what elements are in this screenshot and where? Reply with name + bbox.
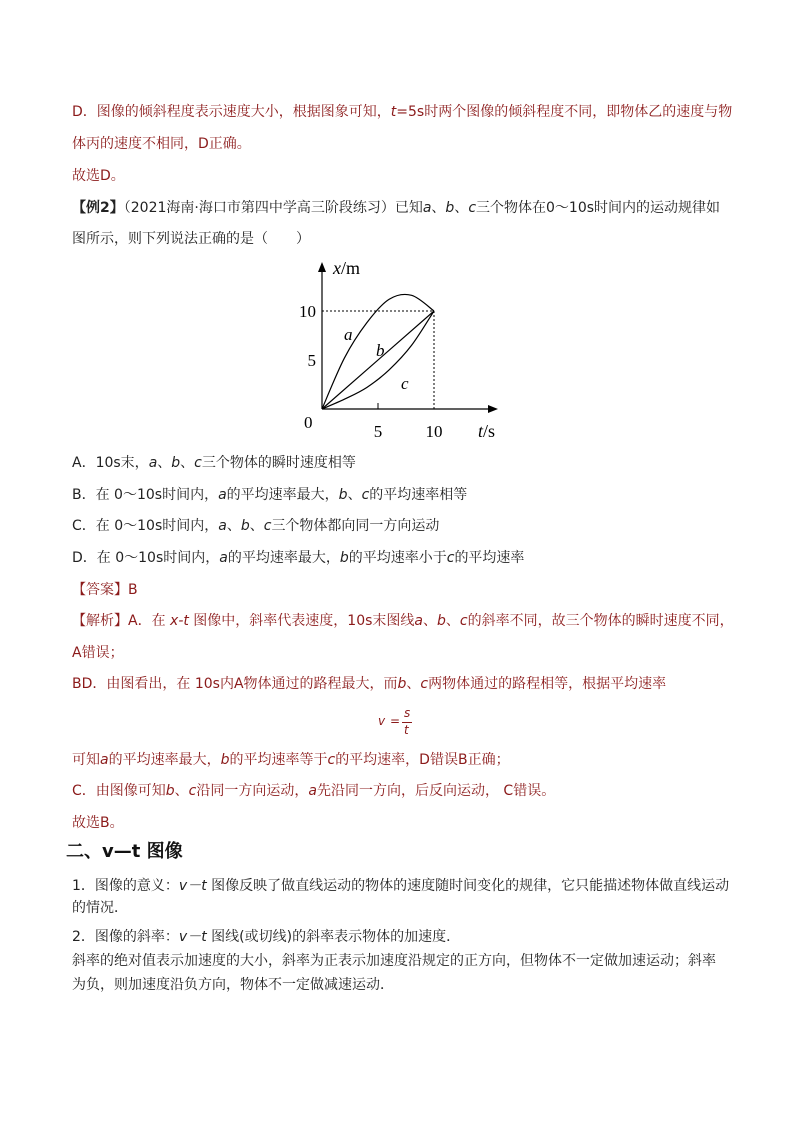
var-c: c [194, 455, 202, 471]
x-axis-label [478, 421, 495, 441]
series-c-label: c [401, 374, 409, 393]
text: 可知 [72, 752, 100, 768]
var-b: b [397, 676, 407, 692]
var-a: a [218, 518, 227, 534]
example-2-line2: 图所示，则下列说法正确的是（ ） [72, 231, 310, 247]
option-d [72, 548, 524, 568]
section2-p2 [72, 927, 460, 947]
var-c: c [361, 487, 370, 503]
text: 图像反映了做直线运动的物体的速度随时间变化的规律，它只能描述物体做直线运动 [206, 878, 730, 894]
text: 2．图像的斜率： [72, 929, 179, 945]
var-c: c [446, 550, 455, 566]
var-c: c [188, 783, 197, 799]
var-c: c [327, 752, 336, 768]
sep: 、 [406, 676, 421, 692]
x-t-chart [0, 0, 794, 460]
var-b: b [220, 752, 230, 768]
section-heading-vt: 二、v—t 图像 [66, 841, 183, 862]
text: 的平均速率等于 [229, 752, 328, 768]
option-b [72, 485, 467, 505]
var-b: b [338, 487, 348, 503]
text: A．在 [128, 613, 171, 629]
analysis-choice: 故选B。 [72, 815, 124, 831]
x-tick-label-5: 5 [373, 422, 383, 441]
section2-p3-line2: 为负，则加速度沿负方向，物体不一定做减速运动． [72, 977, 394, 993]
series-a-label: a [344, 325, 353, 344]
var-a: a [219, 550, 228, 566]
text: 的平均速率最大， [226, 487, 339, 503]
sep: 、 [347, 487, 362, 503]
text: D．图像的倾斜程度表示速度大小，根据图象可知， [72, 104, 391, 120]
prev-choice: 故选D。 [72, 168, 125, 184]
y-axis-unit: /m [341, 258, 361, 278]
sep: 、 [226, 518, 241, 534]
y-tick-label-10: 10 [299, 302, 316, 321]
sep: 、 [445, 613, 460, 629]
option-c [72, 516, 439, 536]
var-b: b [165, 783, 175, 799]
text: 1．图像的意义： [72, 878, 179, 894]
series-b-label: b [376, 341, 385, 360]
var-vt: v－t [178, 878, 207, 894]
text: BD．由图看出，在 10s内A物体通过的路程最大，而 [72, 676, 398, 692]
var-b: b [437, 613, 446, 629]
var-t: t [390, 104, 397, 120]
sep: 、 [431, 200, 446, 216]
prev-option-d-line2: 体丙的速度不相同，D正确。 [72, 136, 251, 152]
text: 的平均速率 [454, 550, 525, 566]
var-c: c [468, 200, 477, 216]
option-a [72, 453, 356, 473]
example-tag: 【例2】 [72, 200, 124, 216]
text: 图线(或切线)的斜率表示物体的加速度． [206, 929, 461, 945]
example-source: （2021海南·海口市第四中学高三阶段练习）已知 [123, 200, 423, 216]
var-a: a [414, 613, 424, 629]
var-b: b [171, 455, 181, 471]
answer-value: B [128, 582, 138, 598]
var-a: a [422, 200, 432, 216]
answer [72, 580, 138, 600]
text: =5s时两个图像的倾斜程度不同，即物体乙的速度与物 [396, 104, 733, 120]
section2-p3-line1: 斜率的绝对值表示加速度的大小，斜率为正表示加速度沿规定的正方向，但物体不一定做加速运动；斜率 [72, 953, 716, 969]
var-xt: x-t [170, 613, 189, 629]
x-axis-var: t [478, 421, 484, 441]
var-vt: v－t [178, 929, 207, 945]
text: 三个物体都向同一方向运动 [271, 518, 440, 534]
analysis-line3 [72, 674, 666, 694]
var-b: b [339, 550, 349, 566]
sep: 、 [174, 783, 189, 799]
sep: 、 [423, 613, 438, 629]
text: B．在 0～10s时间内， [72, 487, 219, 503]
text: 的平均速率小于 [348, 550, 447, 566]
formula-v: v [378, 714, 386, 728]
origin-label: 0 [304, 413, 313, 432]
text: 三个物体的瞬时速度相等 [201, 455, 356, 471]
section2-p1-line1 [72, 876, 729, 896]
analysis-line1 [72, 611, 734, 631]
sep: 、 [249, 518, 264, 534]
text: 两物体通过的路程相等，根据平均速率 [428, 676, 667, 692]
text: 先沿同一方向，后反向运动， C错误。 [316, 783, 556, 799]
section2-p1-line2: 的情况． [72, 900, 128, 916]
y-axis-var: x [333, 258, 341, 278]
x-axis-arrow [488, 405, 498, 413]
y-tick-label-5: 5 [307, 351, 316, 370]
var-a: a [218, 487, 227, 503]
formula-numerator: s [404, 706, 411, 720]
text: D．在 0～10s时间内， [72, 550, 220, 566]
var-b: b [445, 200, 455, 216]
var-a: a [100, 752, 109, 768]
analysis-tag: 【解析】 [72, 613, 128, 629]
var-c: c [420, 676, 429, 692]
formula-equals: = [390, 714, 401, 728]
analysis-line2: A错误； [72, 645, 124, 661]
text: 图像中，斜率代表速度，10s末图线 [188, 613, 415, 629]
text: 沿同一方向运动， [196, 783, 309, 799]
text: 的斜率不同，故三个物体的瞬时速度不同， [467, 613, 734, 629]
text: 的平均速率最大， [227, 550, 340, 566]
var-a: a [148, 455, 158, 471]
text: C．在 0～10s时间内， [72, 518, 219, 534]
y-axis-label [332, 258, 360, 278]
series-b-line [322, 311, 434, 409]
sep: 、 [454, 200, 469, 216]
y-axis-arrow [318, 262, 326, 272]
var-a: a [308, 783, 317, 799]
x-axis-unit: /s [483, 421, 496, 441]
sep: 、 [157, 455, 172, 471]
text: A．10s末， [72, 455, 149, 471]
text: 的平均速率相等 [369, 487, 468, 503]
analysis-line4 [72, 750, 510, 770]
text: 三个物体在0～10s时间内的运动规律如 [476, 200, 721, 216]
x-tick-label-10: 10 [425, 422, 443, 441]
text: C．由图像可知 [72, 783, 166, 799]
text: 的平均速率，D错误B正确； [335, 752, 510, 768]
var-c: c [263, 518, 272, 534]
text: 的平均速率最大， [108, 752, 221, 768]
var-c: c [459, 613, 468, 629]
formula-denominator: t [404, 723, 409, 737]
sep: 、 [180, 455, 195, 471]
answer-tag: 【答案】 [72, 582, 128, 598]
analysis-line5 [72, 781, 555, 801]
var-b: b [240, 518, 250, 534]
